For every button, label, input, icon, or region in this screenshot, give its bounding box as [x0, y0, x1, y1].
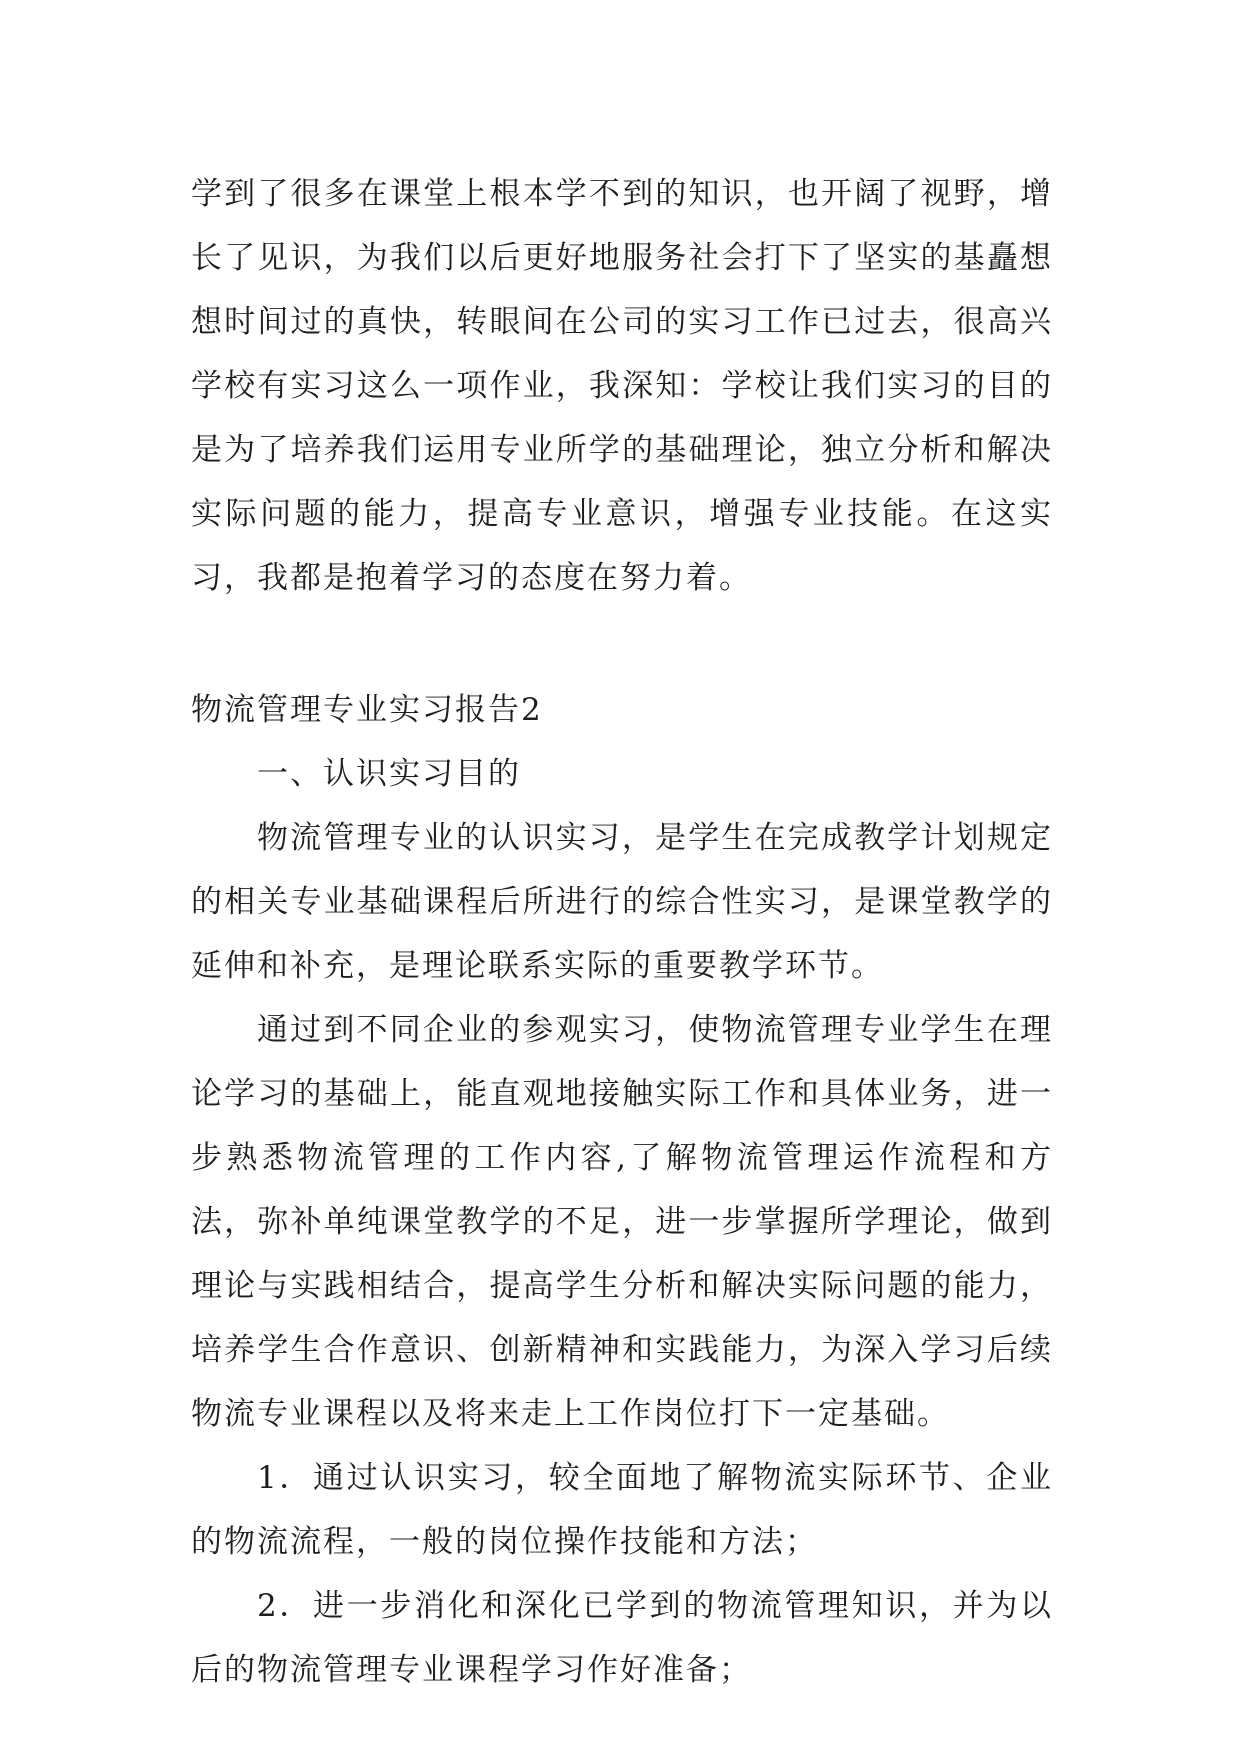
- report-title: 物流管理专业实习报告2: [191, 692, 543, 728]
- paragraph-spacer: [191, 610, 1053, 678]
- continuation-paragraph: 学到了很多在课堂上根本学不到的知识，也开阔了视野，增长了见识，为我们以后更好地服务社会打下了坚实的基矗想想时间过的真快，转眼间在公司的实习工作已过去，很高兴学校有实习这么一项作业，我深知：学校让我们实习的目的是为了培养我们运用专业所学的基础理论，独立分析和解决实际问题的能力，提高专业意识，增强专业技能。在这实习，我都是抱着学习的态度在努力着。: [191, 176, 1053, 596]
- list-item: 1．通过认识实习，较全面地了解物流实际环节、企业的物流流程，一般的岗位操作技能和方法；: [191, 1460, 1053, 1560]
- body-paragraph: 通过到不同企业的参观实习，使物流管理专业学生在理论学习的基础上，能直观地接触实际工作和具体业务，进一步熟悉物流管理的工作内容,了解物流管理运作流程和方法，弥补单纯课堂教学的不足，进一步掌握所学理论，做到理论与实践相结合，提高学生分析和解决实际问题的能力，培养学生合作意识、创新精神和实践能力，为深入学习后续物流专业课程以及将来走上工作岗位打下一定基础。: [191, 1012, 1053, 1432]
- document-body: [191, 162, 1053, 1702]
- body-paragraph: 物流管理专业的认识实习，是学生在完成教学计划规定的相关专业基础课程后所进行的综合性实习，是课堂教学的延伸和补充，是理论联系实际的重要教学环节。: [191, 820, 1053, 984]
- list-item: 2．进一步消化和深化已学到的物流管理知识，并为以后的物流管理专业课程学习作好准备；: [191, 1588, 1053, 1688]
- section-heading: 一、认识实习目的: [257, 756, 521, 792]
